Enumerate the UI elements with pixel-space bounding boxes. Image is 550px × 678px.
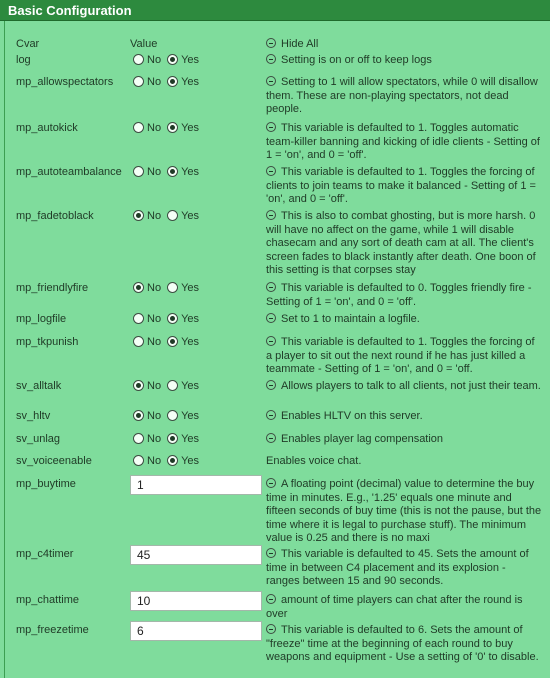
collapse-icon[interactable]	[266, 313, 276, 323]
value-radio-group	[133, 410, 205, 422]
cvar-description	[266, 548, 542, 589]
cvar-name: mp_tkpunish	[16, 336, 79, 348]
collapse-icon[interactable]	[266, 410, 276, 420]
cvar-name: mp_autoteambalance	[16, 166, 122, 178]
radio-label-no: No	[147, 380, 162, 392]
cvar-description	[266, 455, 542, 469]
description-text: Setting is on or off to keep logs	[281, 54, 432, 66]
option-yes[interactable]	[167, 54, 199, 66]
radio-label-no: No	[147, 410, 162, 422]
collapse-icon[interactable]	[266, 336, 276, 346]
cvar-name: mp_chattime	[16, 594, 79, 606]
value-radio-group	[133, 210, 205, 222]
cvar-description	[266, 380, 542, 394]
collapse-icon[interactable]	[266, 433, 276, 443]
radio-no[interactable]	[133, 433, 144, 444]
radio-label-no: No	[147, 455, 162, 467]
radio-label-yes: Yes	[181, 210, 200, 222]
cvar-name: sv_alltalk	[16, 380, 62, 392]
option-no[interactable]	[133, 380, 161, 392]
description-text: This variable is defaulted to 0. Toggles friendly fire - Setting of 1 = 'on', and 0 = 'off'.	[266, 282, 532, 308]
option-no[interactable]	[133, 122, 161, 134]
value-radio-group	[133, 455, 205, 467]
collapse-icon[interactable]	[266, 166, 276, 176]
option-yes[interactable]	[167, 210, 199, 222]
radio-yes[interactable]	[167, 336, 178, 347]
radio-label-no: No	[147, 166, 162, 178]
option-yes[interactable]	[167, 380, 199, 392]
collapse-icon	[266, 38, 276, 48]
cvar-description	[266, 336, 542, 377]
description-text: This is also to combat ghosting, but is more harsh. 0 will have no affect on the game, while 1 will disable chasecam and any sort of death cam at all. The client's screen fades to black instantly after death. One boon of this setting is that corpses stay	[266, 210, 536, 277]
radio-no[interactable]	[133, 76, 144, 87]
radio-yes[interactable]	[167, 54, 178, 65]
radio-label-no: No	[147, 336, 162, 348]
option-no[interactable]	[133, 166, 161, 178]
radio-yes[interactable]	[167, 380, 178, 391]
cvar-name: mp_autokick	[16, 122, 78, 134]
radio-no[interactable]	[133, 380, 144, 391]
description-text: Enables HLTV on this server.	[281, 410, 423, 422]
value-radio-group	[133, 166, 205, 178]
cvar-name: mp_friendlyfire	[16, 282, 89, 294]
collapse-icon[interactable]	[266, 282, 276, 292]
option-no[interactable]	[133, 54, 161, 66]
radio-no[interactable]	[133, 282, 144, 293]
radio-label-no: No	[147, 76, 162, 88]
collapse-icon[interactable]	[266, 548, 276, 558]
option-yes[interactable]	[167, 122, 199, 134]
radio-no[interactable]	[133, 410, 144, 421]
radio-label-yes: Yes	[181, 380, 200, 392]
value-radio-group	[133, 76, 205, 88]
collapse-icon[interactable]	[266, 122, 276, 132]
collapse-icon[interactable]	[266, 210, 276, 220]
value-radio-group	[133, 54, 205, 66]
cvar-name: mp_freezetime	[16, 624, 89, 636]
radio-no[interactable]	[133, 166, 144, 177]
option-no[interactable]	[133, 433, 161, 445]
radio-label-no: No	[147, 282, 162, 294]
cvar-name: mp_buytime	[16, 478, 76, 490]
cvar-description	[266, 282, 542, 309]
option-yes[interactable]	[167, 410, 199, 422]
radio-label-no: No	[147, 433, 162, 445]
description-text: This variable is defaulted to 1. Toggles automatic team-killer banning and kicking of idle clients - Setting of 1 = 'on', and 0 = 'off'.	[266, 122, 540, 162]
cvar-description	[266, 433, 542, 447]
description-text: This variable is defaulted to 1. Toggles the forcing of a player to sit out the next round if he has just killed a teammate - Setting of 1 = 'on', and 0 = 'off.	[266, 336, 535, 376]
value-radio-group	[133, 313, 205, 325]
radio-label-yes: Yes	[181, 433, 200, 445]
radio-label-no: No	[147, 122, 162, 134]
radio-label-yes: Yes	[181, 282, 200, 294]
value-input[interactable]: 1	[130, 475, 262, 495]
description-text: Allows players to talk to all clients, not just their team.	[281, 380, 541, 392]
option-no[interactable]	[133, 76, 161, 88]
option-yes[interactable]	[167, 282, 199, 294]
radio-label-yes: Yes	[181, 76, 200, 88]
collapse-icon[interactable]	[266, 624, 276, 634]
value-header: Value	[130, 38, 158, 50]
cvar-name: log	[16, 54, 31, 66]
description-text: A floating point (decimal) value to determine the buy time in minutes. E.g., '1.25' equals one minute and fifteen seconds of buy time (this is not the pause, but the time where it is legal to purchase stuff). The minimum value is 0.25 and there is no maxi	[266, 478, 542, 545]
radio-no[interactable]	[133, 122, 144, 133]
radio-yes[interactable]	[167, 433, 178, 444]
cvar-name: mp_logfile	[16, 313, 67, 325]
description-text: This variable is defaulted to 6. Sets the amount of "freeze" time at the beginning of each round to buy weapons and equipment - Use a setting of '0' to disable.	[266, 624, 539, 664]
collapse-icon[interactable]	[266, 380, 276, 390]
radio-yes[interactable]	[167, 210, 178, 221]
value-input[interactable]: 6	[130, 621, 262, 641]
option-no[interactable]	[133, 410, 161, 422]
radio-yes[interactable]	[167, 410, 178, 421]
description-text: This variable is defaulted to 1. Toggles the forcing of clients to join teams to make it balanced - Setting of 1 = 'on', and 0 = 'off'.	[266, 166, 536, 206]
collapse-icon[interactable]	[266, 54, 276, 64]
cvar-description	[266, 210, 542, 278]
option-yes[interactable]	[167, 336, 199, 348]
option-no[interactable]	[133, 455, 161, 467]
radio-yes[interactable]	[167, 455, 178, 466]
cvar-description	[266, 478, 542, 546]
value-radio-group	[133, 336, 205, 348]
cvar-description	[266, 166, 542, 207]
radio-label-no: No	[147, 313, 162, 325]
value-radio-group	[133, 282, 205, 294]
cvar-name: mp_c4timer	[16, 548, 74, 560]
cvar-name: sv_hltv	[16, 410, 51, 422]
description-text: This variable is defaulted to 45. Sets the amount of time in between C4 placement and its explosion - ranges between 15 and 90 seconds.	[266, 548, 529, 588]
cvar-header: Cvar	[16, 38, 40, 50]
cvar-description	[266, 122, 542, 163]
radio-label-yes: Yes	[181, 410, 200, 422]
cvar-name: mp_fadetoblack	[16, 210, 94, 222]
radio-no[interactable]	[133, 210, 144, 221]
cvar-description	[266, 624, 542, 665]
option-yes[interactable]	[167, 455, 199, 467]
cvar-description	[266, 594, 542, 621]
option-yes[interactable]	[167, 313, 199, 325]
radio-no[interactable]	[133, 455, 144, 466]
option-no[interactable]	[133, 210, 161, 222]
option-yes[interactable]	[167, 433, 199, 445]
panel-title: Basic Configuration	[0, 0, 550, 21]
radio-no[interactable]	[133, 336, 144, 347]
cvar-description	[266, 410, 542, 424]
radio-yes[interactable]	[167, 122, 178, 133]
value-radio-group	[133, 433, 205, 445]
collapse-icon[interactable]	[266, 594, 276, 604]
cvar-description	[266, 313, 542, 327]
option-no[interactable]	[133, 313, 161, 325]
option-no[interactable]	[133, 336, 161, 348]
description-text: Set to 1 to maintain a logfile.	[281, 313, 420, 325]
cvar-name: sv_voiceenable	[16, 455, 92, 467]
radio-label-yes: Yes	[181, 54, 200, 66]
radio-yes[interactable]	[167, 313, 178, 324]
value-radio-group	[133, 122, 205, 134]
radio-yes[interactable]	[167, 76, 178, 87]
value-input[interactable]: 45	[130, 545, 262, 565]
radio-label-yes: Yes	[181, 166, 200, 178]
collapse-icon[interactable]	[266, 76, 276, 86]
cvar-description	[266, 54, 542, 68]
hide-all-label: Hide All	[281, 38, 319, 50]
radio-label-yes: Yes	[181, 313, 200, 325]
value-input[interactable]: 10	[130, 591, 262, 611]
hide-all-toggle[interactable]	[266, 38, 318, 50]
option-no[interactable]	[133, 282, 161, 294]
radio-yes[interactable]	[167, 282, 178, 293]
radio-label-yes: Yes	[181, 122, 200, 134]
description-text: Setting to 1 will allow spectators, while 0 will disallow them. These are non-playing spectators, not dead people.	[266, 76, 538, 116]
cvar-description	[266, 76, 542, 117]
description-text: Enables player lag compensation	[281, 433, 444, 445]
option-yes[interactable]	[167, 166, 199, 178]
radio-no[interactable]	[133, 313, 144, 324]
radio-label-no: No	[147, 54, 162, 66]
radio-label-yes: Yes	[181, 455, 200, 467]
description-text: amount of time players can chat after the round is over	[266, 594, 523, 620]
radio-label-no: No	[147, 210, 162, 222]
radio-no[interactable]	[133, 54, 144, 65]
cvar-name: mp_allowspectators	[16, 76, 114, 88]
cvar-name: sv_unlag	[16, 433, 61, 445]
radio-label-yes: Yes	[181, 336, 200, 348]
collapse-icon[interactable]	[266, 478, 276, 488]
description-text: Enables voice chat.	[266, 455, 362, 467]
radio-yes[interactable]	[167, 166, 178, 177]
value-radio-group	[133, 380, 205, 392]
option-yes[interactable]	[167, 76, 199, 88]
